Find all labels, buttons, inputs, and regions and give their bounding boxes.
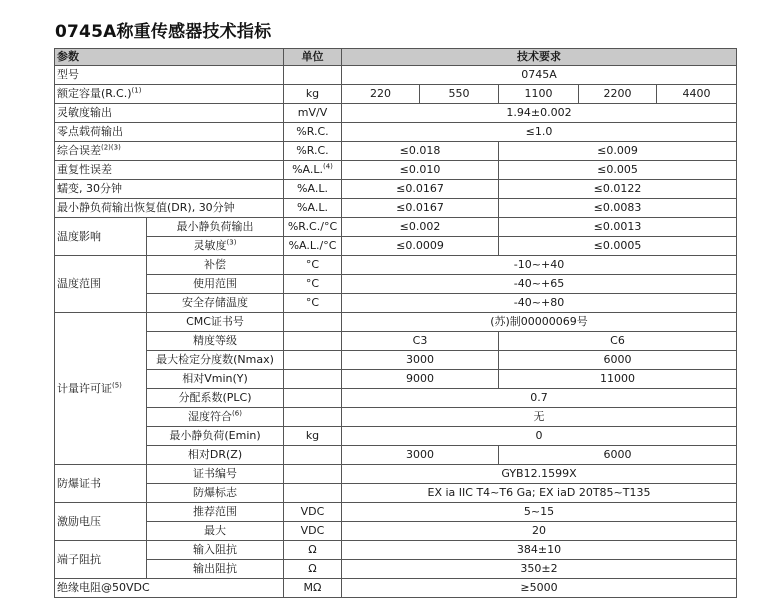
header-row: [55, 49, 737, 66]
group-label: 温度范围: [55, 256, 147, 313]
unit-cell: %A.L.: [284, 199, 342, 218]
unit-cell: VDC: [284, 503, 342, 522]
param-label: 绝缘电阻@50VDC: [55, 579, 284, 598]
unit-cell: %R.C.: [284, 142, 342, 161]
unit-cell: %A.L.$^{(4)}$: [284, 161, 342, 180]
c6-cell: ≤0.009: [499, 142, 737, 161]
unit-cell: %A.L.: [284, 180, 342, 199]
unit-cell: [284, 66, 342, 85]
sub-param-label: 证书编号: [147, 465, 284, 484]
table-row: [55, 579, 737, 598]
table-row: [55, 85, 737, 104]
table-row: [55, 123, 737, 142]
sub-param-label: 最小静负荷输出: [147, 218, 284, 237]
sub-param-label: 相对Vmin(Y): [147, 370, 284, 389]
c3-cell: ≤0.0009: [342, 237, 499, 256]
table-row: [55, 294, 737, 313]
unit-cell: %A.L./°C: [284, 237, 342, 256]
table-row: [55, 142, 737, 161]
unit-cell: mV/V: [284, 104, 342, 123]
param-label: 最小静负荷输出恢复值(DR), 30分钟: [55, 199, 284, 218]
param-label: 蠕变, 30分钟: [55, 180, 284, 199]
sub-param-label: 输入阻抗: [147, 541, 284, 560]
param-label: 重复性误差: [55, 161, 284, 180]
table-row: [55, 370, 737, 389]
table-row: [55, 503, 737, 522]
param-label: 零点载荷输出: [55, 123, 284, 142]
value-cell: 350±2: [342, 560, 737, 579]
table-row: [55, 446, 737, 465]
sub-param-label: 湿度符合$^{(6)}$: [147, 408, 284, 427]
table-row: [55, 218, 737, 237]
table-row: [55, 332, 737, 351]
sub-param-label: 分配系数(PLC): [147, 389, 284, 408]
header-unit: 单位: [284, 49, 342, 66]
spec-table: [54, 48, 737, 598]
table-row: [55, 66, 737, 85]
table-row: [55, 484, 737, 503]
table-row: [55, 256, 737, 275]
table-row: [55, 180, 737, 199]
header-param: 参数: [55, 49, 284, 66]
header-requirement: 技术要求: [342, 49, 737, 66]
table-row: [55, 275, 737, 294]
value-cell: ≤1.0: [342, 123, 737, 142]
c3-cell: 3000: [342, 351, 499, 370]
unit-cell: [284, 446, 342, 465]
value-cell: GYB12.1599X: [342, 465, 737, 484]
c3-cell: ≤0.0167: [342, 180, 499, 199]
value-cell: 384±10: [342, 541, 737, 560]
c6-cell: ≤0.005: [499, 161, 737, 180]
value-cell: -10~+40: [342, 256, 737, 275]
c6-cell: ≤0.0083: [499, 199, 737, 218]
table-row: [55, 104, 737, 123]
value-cell: EX ia IIC T4~T6 Ga; EX iaD 20T85~T135: [342, 484, 737, 503]
group-label: 温度影响: [55, 218, 147, 256]
c6-cell: 6000: [499, 351, 737, 370]
capacity-cell: 550: [420, 85, 499, 104]
table-row: [55, 541, 737, 560]
param-label: 额定容量$(R.C.)^{(1)}$: [55, 85, 284, 104]
c6-cell: C6: [499, 332, 737, 351]
unit-cell: °C: [284, 294, 342, 313]
value-cell: 0.7: [342, 389, 737, 408]
group-label: 端子阻抗: [55, 541, 147, 579]
value-cell: 0: [342, 427, 737, 446]
value-cell: 1.94±0.002: [342, 104, 737, 123]
table-row: [55, 237, 737, 256]
param-label: 灵敏度输出: [55, 104, 284, 123]
table-row: [55, 465, 737, 484]
c3-cell: ≤0.0167: [342, 199, 499, 218]
unit-cell: [284, 408, 342, 427]
sub-param-label: 相对DR(Z): [147, 446, 284, 465]
c3-cell: ≤0.010: [342, 161, 499, 180]
param-label: 综合误差$^{(2)(3)}$: [55, 142, 284, 161]
param-label: 型号: [55, 66, 284, 85]
c6-cell: ≤0.0122: [499, 180, 737, 199]
capacity-cell: 4400: [657, 85, 737, 104]
sub-param-label: 补偿: [147, 256, 284, 275]
group-label: 激励电压: [55, 503, 147, 541]
capacity-cell: 1100: [499, 85, 579, 104]
sub-param-label: 最大检定分度数(Nmax): [147, 351, 284, 370]
group-label: 防爆证书: [55, 465, 147, 503]
sub-param-label: 推荐范围: [147, 503, 284, 522]
c6-cell: ≤0.0013: [499, 218, 737, 237]
table-row: [55, 199, 737, 218]
unit-cell: %R.C./°C: [284, 218, 342, 237]
unit-cell: [284, 332, 342, 351]
unit-cell: [284, 351, 342, 370]
value-cell: 20: [342, 522, 737, 541]
unit-cell: %R.C.: [284, 123, 342, 142]
value-cell: ≥5000: [342, 579, 737, 598]
unit-cell: [284, 389, 342, 408]
sub-param-label: 使用范围: [147, 275, 284, 294]
sub-param-label: 最小静负荷(Emin): [147, 427, 284, 446]
value-cell: 5~15: [342, 503, 737, 522]
unit-cell: [284, 484, 342, 503]
unit-cell: Ω: [284, 541, 342, 560]
table-row: [55, 161, 737, 180]
sub-param-label: 最大: [147, 522, 284, 541]
group-label: 计量许可证$^{(5)}$: [55, 313, 147, 465]
value-cell: -40~+80: [342, 294, 737, 313]
table-row: [55, 522, 737, 541]
c3-cell: ≤0.018: [342, 142, 499, 161]
c3-cell: ≤0.002: [342, 218, 499, 237]
c3-cell: 9000: [342, 370, 499, 389]
value-cell: -40~+65: [342, 275, 737, 294]
sub-param-label: 灵敏度$^{(3)}$: [147, 237, 284, 256]
unit-cell: MΩ: [284, 579, 342, 598]
table-row: [55, 427, 737, 446]
unit-cell: Ω: [284, 560, 342, 579]
unit-cell: kg: [284, 427, 342, 446]
unit-cell: [284, 465, 342, 484]
table-row: [55, 389, 737, 408]
value-cell: 无: [342, 408, 737, 427]
capacity-cell: 2200: [579, 85, 657, 104]
c6-cell: 11000: [499, 370, 737, 389]
table-row: [55, 408, 737, 427]
unit-cell: [284, 370, 342, 389]
table-row: [55, 560, 737, 579]
capacity-cell: 220: [342, 85, 420, 104]
value-cell: 0745A: [342, 66, 737, 85]
unit-cell: °C: [284, 256, 342, 275]
unit-cell: °C: [284, 275, 342, 294]
c6-cell: 6000: [499, 446, 737, 465]
sub-param-label: 防爆标志: [147, 484, 284, 503]
c6-cell: ≤0.0005: [499, 237, 737, 256]
c3-cell: 3000: [342, 446, 499, 465]
c3-cell: C3: [342, 332, 499, 351]
value-cell: (苏)制00000069号: [342, 313, 737, 332]
unit-cell: VDC: [284, 522, 342, 541]
sub-param-label: 安全存储温度: [147, 294, 284, 313]
unit-cell: [284, 313, 342, 332]
page-title: 0745A称重传感器技术指标: [55, 22, 272, 42]
table-row: [55, 313, 737, 332]
sub-param-label: 输出阻抗: [147, 560, 284, 579]
sub-param-label: CMC证书号: [147, 313, 284, 332]
table-row: [55, 351, 737, 370]
unit-cell: kg: [284, 85, 342, 104]
sub-param-label: 精度等级: [147, 332, 284, 351]
